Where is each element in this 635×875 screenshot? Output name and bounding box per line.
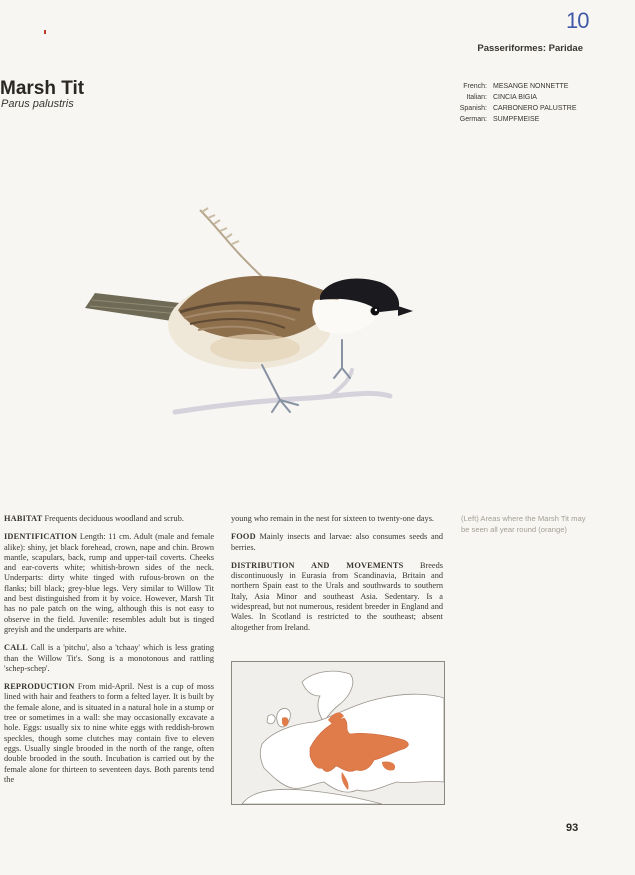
text-column-2 — [231, 514, 443, 641]
europe-map — [232, 662, 444, 804]
language-label: Spanish: — [459, 105, 487, 112]
language-label: Italian: — [466, 94, 487, 101]
foreign-names — [440, 81, 577, 125]
section-heading: HABITAT — [4, 514, 43, 523]
section-heading: CALL — [4, 643, 28, 653]
section-text: Call is a 'pitchu', also a 'tchaay' which is less grating than the Willow Tit's. Song is a monotonous and rattling 'schep-schep'. — [4, 643, 214, 673]
section-heading: IDENTIFICATION — [4, 532, 78, 542]
range-map — [231, 661, 445, 805]
family-heading: Passeriformes: Paridae — [477, 43, 583, 54]
reproduction-paragraph — [4, 682, 214, 785]
reproduction-continued: young who remain in the nest for sixteen to twenty-one days. — [231, 514, 434, 523]
section-text: From mid-April. Nest is a cup of moss lined with hair and feathers to form a felted layer. It is built by the female alone, and is situated in a natural hole in a stump or tree or sometimes in a wall: she may occasionally excavate a hole. Eggs: usually six to nine white eggs with reddish-brown speckles, though some clutches may contain five to eleven eggs. Usually single brooded in the north of the range, often double brooded in the south. Incubation is carried out by the female alone for thirteen to seventeen days. Both parents tend the — [4, 682, 214, 784]
page-number: 93 — [566, 822, 579, 834]
name-row-french — [440, 81, 577, 92]
species-title: Marsh Tit — [0, 78, 85, 99]
marsh-tit-illustration — [80, 200, 420, 420]
section-text: Mainly insects and larvae: also consumes seeds and berries. — [231, 532, 443, 552]
section-heading: FOOD — [231, 532, 256, 542]
section-heading: REPRODUCTION — [4, 682, 75, 692]
foreign-name: SUMPFMEISE — [493, 116, 540, 123]
ink-mark — [44, 30, 46, 34]
handwritten-page-number: 10 — [566, 8, 589, 33]
text-column-1 — [4, 514, 214, 793]
section-text: Length: 11 cm. Adult (male and female alike): shiny, jet black forehead, crown, nape and chin. Brown mantle, scapulars, back, rump and upper-tail coverts. Cheeks and ear-coverts white; whitish-brown sides of the neck. Underparts: dirty white tinged with rufous-brown on the flanks; bill black; grey-blue legs. Very similar to Willow Tit and best distinguished from it by voice. However, Marsh Tit has no pale patch on the wing, although this is not easy to observe in the field. Juvenile: resembles adult but is tinged greyish and the underparts are white. — [4, 532, 214, 634]
foreign-name: CARBONERO PALUSTRE — [493, 105, 577, 112]
name-row-spanish — [440, 103, 577, 114]
name-row-german — [440, 114, 577, 125]
language-label: French: — [463, 83, 487, 90]
section-text: Breeds discontinuously in Eurasia from Scandinavia, Britain and northern Spain east to the Urals and southwards to southern Italy, Asia Minor and southeast Asia. Sedentary. Is a widespread, but not numerous, resident breeder in England and Wales. In Scotland is restricted to the southeast; absent altogether from Ireland. — [231, 560, 443, 632]
identification-paragraph — [4, 532, 214, 635]
food-paragraph — [231, 532, 443, 553]
foreign-name: MESANGE NONNETTE — [493, 83, 569, 90]
foreign-name: CINCIA BIGIA — [493, 94, 537, 101]
map-caption: (Left) Areas where the Marsh Tit may be seen all year round (orange) — [461, 514, 586, 534]
section-heading: DISTRIBUTION AND MOVEMENTS — [231, 560, 404, 570]
latin-name: Parus palustris — [1, 98, 74, 110]
section-text: Frequents deciduous woodland and scrub. — [42, 514, 184, 523]
name-row-italian — [440, 92, 577, 103]
language-label: German: — [459, 116, 487, 123]
distribution-paragraph — [231, 561, 443, 633]
call-paragraph — [4, 643, 214, 674]
habitat-paragraph — [4, 514, 214, 524]
